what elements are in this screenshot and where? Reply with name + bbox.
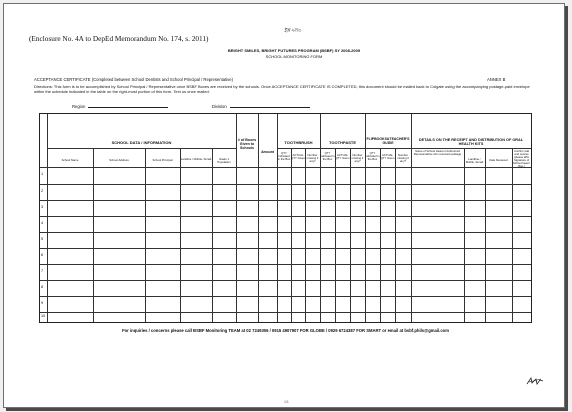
division-field xyxy=(212,104,310,109)
col-school-name: School Name xyxy=(61,158,79,162)
row-number: 7 xyxy=(41,269,44,273)
col-received-name: Name of School Head or Authorized Representative who received package xyxy=(413,149,462,156)
program-title: BRIGHT SMILES, BRIGHT FUTURES PROGRAM (BSBF) SY 2008-2009 xyxy=(227,48,361,53)
enclosure-heading: (Enclosure No. 4A to DepEd Memorandum No. 174, s. 2011) xyxy=(29,34,209,43)
footer-contact: For inquiries / concerns please call BSBF Monitoring TEAM at 02 7249306 / 0915 4907907 FOR GLOBE / 0929 6724387 FOR SMART or email at bsbf.phils@gmail.com xyxy=(122,328,449,333)
col-tp-qty: QTY indicated in the Box xyxy=(320,151,335,161)
col-fb-actual: ACTUAL QTY Given xyxy=(380,153,395,160)
col-fb-missing: Number missing if any? xyxy=(397,153,409,163)
col-tp-missing: Number missing if any? xyxy=(351,153,364,163)
row-number: 8 xyxy=(41,285,44,289)
header-flipbooks: FLIPBOOKS&TEACHER'S GUIDE xyxy=(366,137,410,145)
row-number: 2 xyxy=(41,189,44,193)
col-tp-actual: ACTUAL QTY Given xyxy=(335,153,350,160)
region-label: Region xyxy=(72,104,86,109)
signature-mark xyxy=(526,376,544,386)
header-toothpaste: TOOTHPASTE xyxy=(329,140,356,145)
region-line xyxy=(88,104,168,108)
monitoring-table xyxy=(39,113,532,323)
page-number: 1/1 xyxy=(284,400,289,404)
header-details: DETAILS ON THE RECEIPT AND DISTRIBUTION OF ORAL HEALTH KITS xyxy=(418,138,524,146)
row-number: 9 xyxy=(41,301,44,305)
row-number: 1 xyxy=(41,172,44,176)
col-landline: Landline / Mobile / Email xyxy=(180,157,212,161)
col-grade1: Grade 1 Population xyxy=(217,157,231,164)
col-tb-actual: ACTUAL QTY Given xyxy=(291,153,305,160)
form-title: SCHOOL MONITORING FORM xyxy=(265,54,323,59)
col-received-contact: Landline / Mobile / Email xyxy=(465,157,484,164)
document-page xyxy=(3,3,565,408)
col-school-address: School Address xyxy=(109,158,129,162)
division-line xyxy=(230,104,310,108)
annex-label: ANNEX B xyxy=(487,77,506,82)
col-fb-qty: QTY indicated in the Box xyxy=(365,151,380,161)
row-number: 3 xyxy=(41,205,44,209)
row-number: 10 xyxy=(41,314,46,318)
program-logo: ইঙ্গ ৸ল৩ xyxy=(284,29,301,34)
col-tb-missing: Number missing if any? xyxy=(306,153,319,163)
col-tb-qty: QTY Indicated in the Box xyxy=(277,151,291,161)
header-boxes: # of Boxes Given to Schools xyxy=(237,138,257,150)
col-date-received: Date Received xyxy=(489,158,508,162)
col-school-principal: School Principal xyxy=(152,158,173,162)
row-number: 6 xyxy=(41,253,44,257)
col-confirm: Confirm stat and receive (please affix Signature of School head / Rep.) xyxy=(512,149,531,168)
directions-text: Directions: This form is to be accomplished by School Principal / Representative once BSBF Boxes are received by the schools. Once ACCEPTANCE CERTIFICATE IS COMPLETED, this document should be mailed back to Colgate using the accompanying postage-paid envelope within the schedule indicated in the table on the right-most portion of this form. Text us once mailed. xyxy=(34,84,530,94)
header-amount: Amount xyxy=(261,150,274,154)
header-toothbrush: TOOTHBRUSH xyxy=(284,140,313,145)
region-field xyxy=(72,104,168,109)
acceptance-heading: ACCEPTANCE CERTIFICATE (Completed between School Dentists and School Principal / Representative) xyxy=(34,77,233,82)
header-school-data: SCHOOL DATA / INFORMATION xyxy=(111,140,172,145)
row-number: 4 xyxy=(41,221,44,225)
row-number: 5 xyxy=(41,237,44,241)
division-label: Division xyxy=(212,104,227,109)
